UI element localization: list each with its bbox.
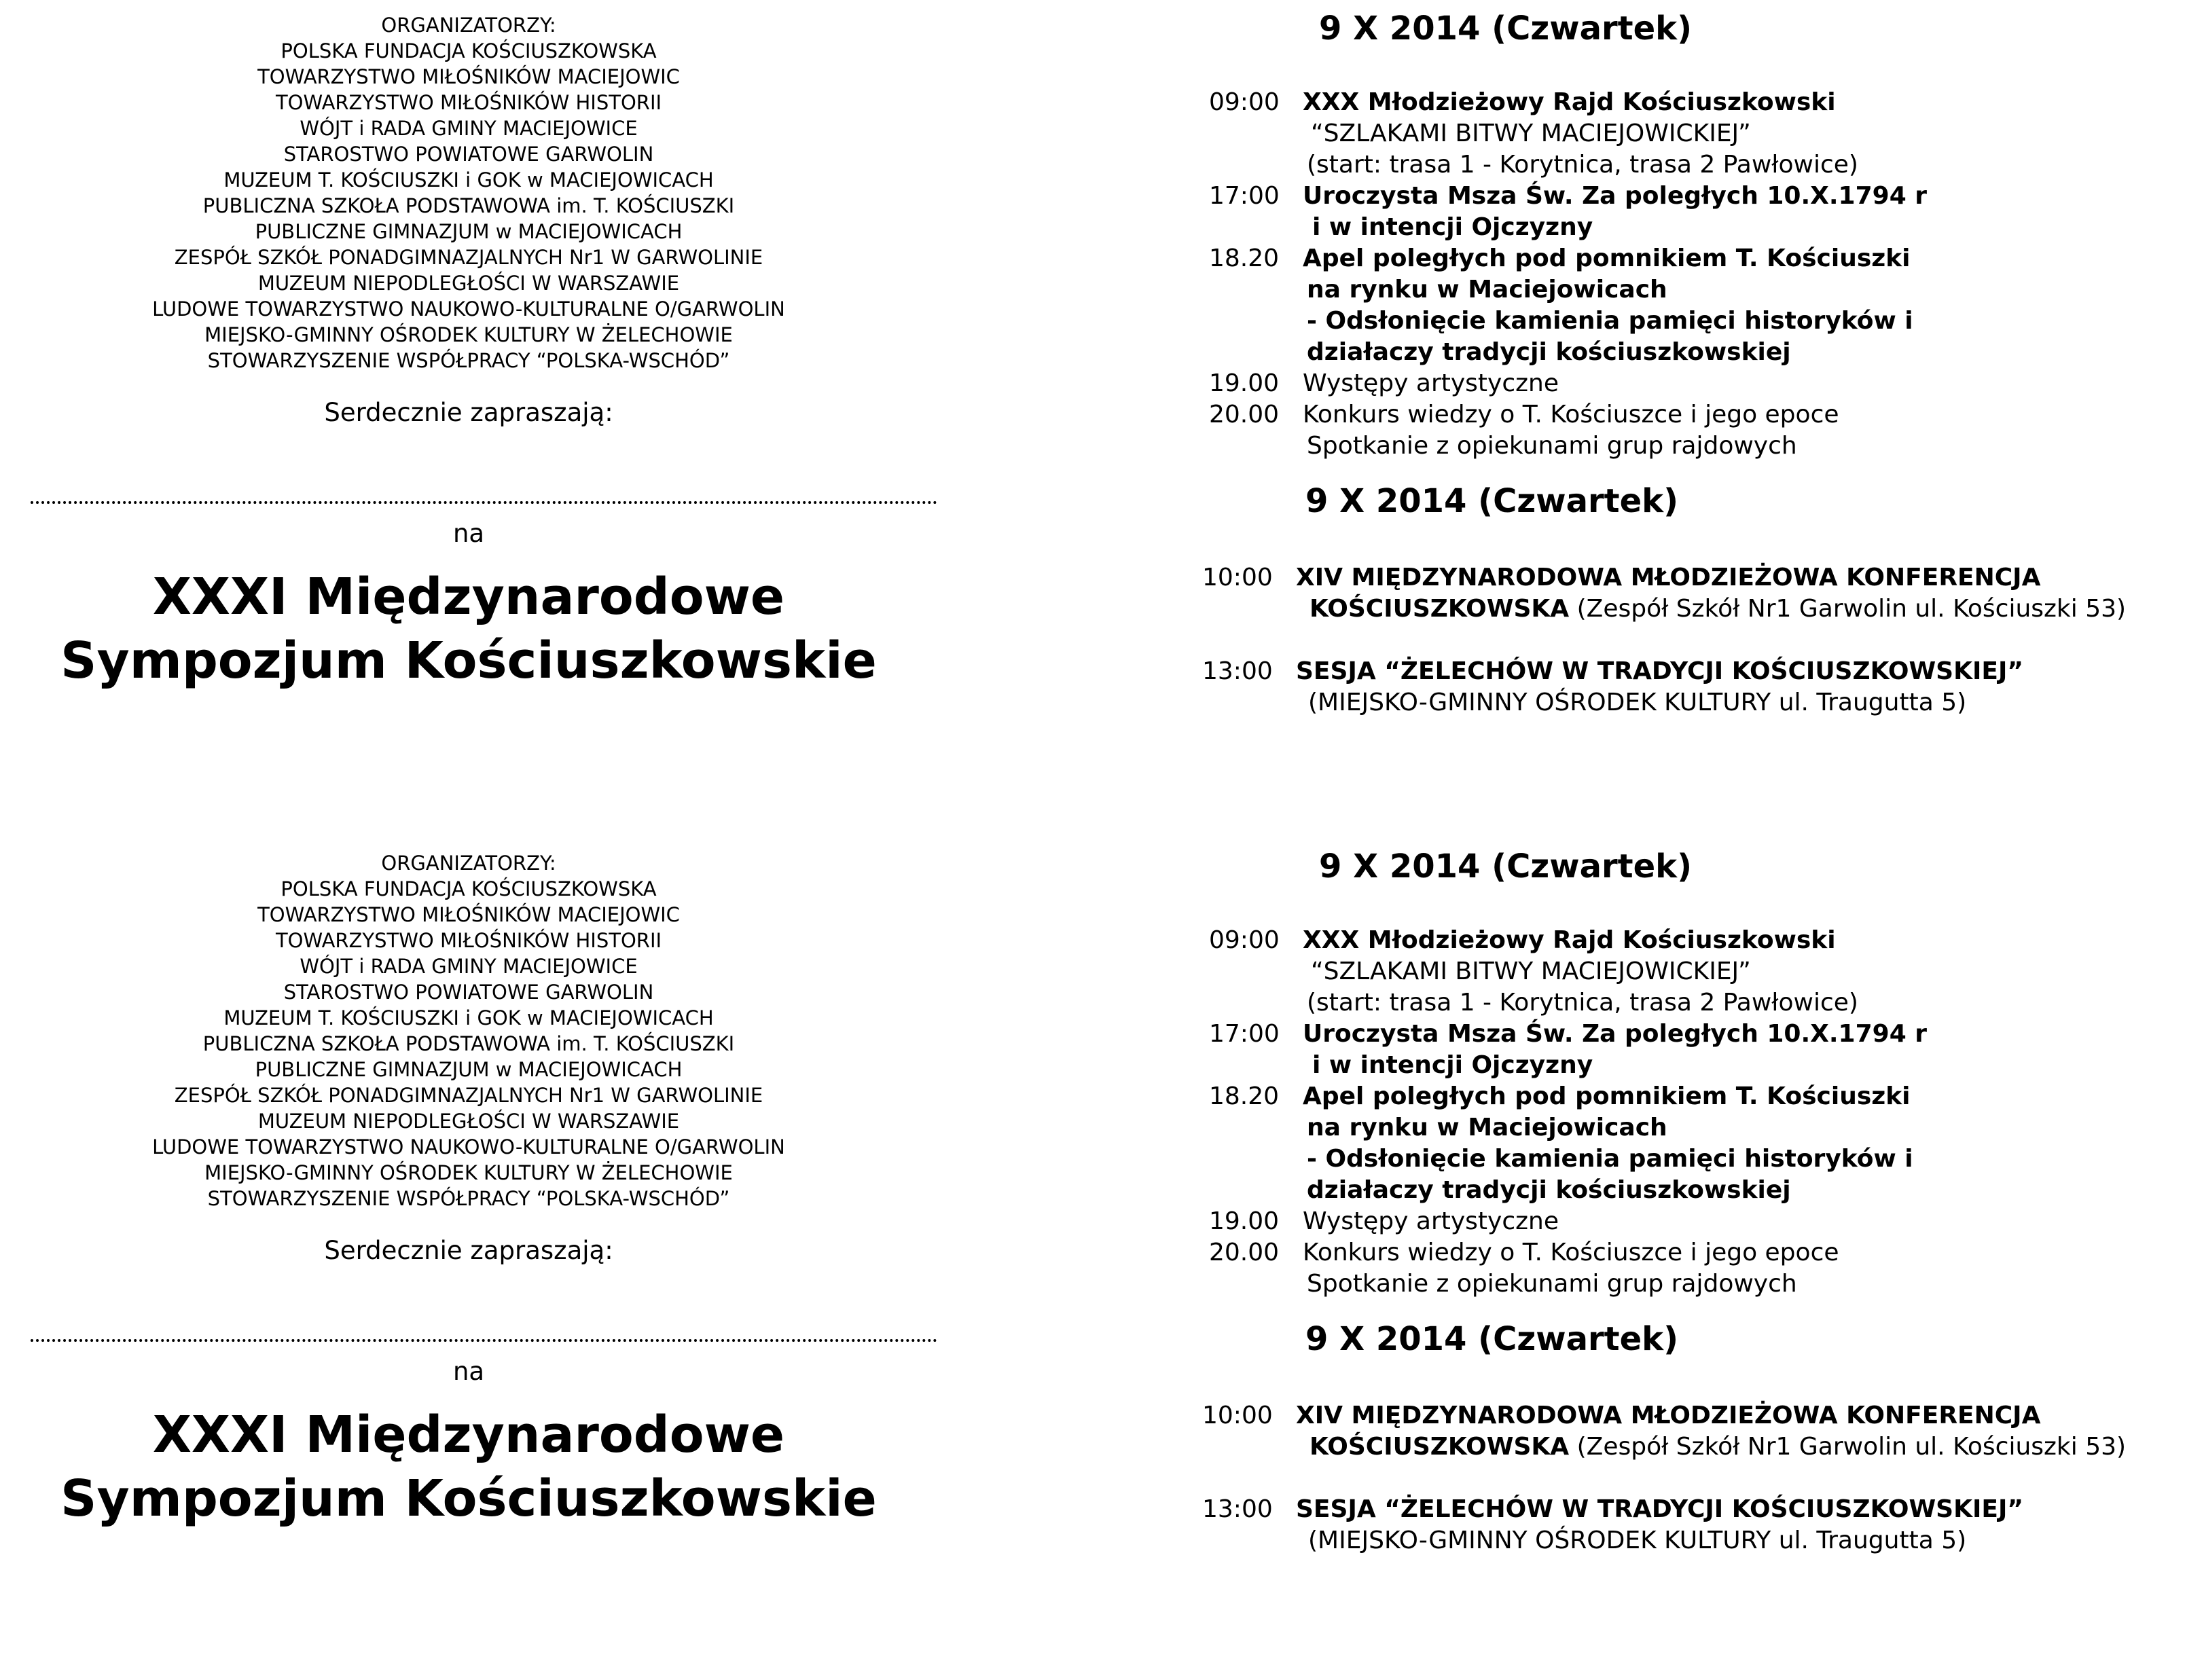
organizer-item: ZESPÓŁ SZKÓŁ PONADGIMNAZJALNYCH Nr1 W GARWOLINIE xyxy=(174,246,763,269)
organizer-item: POLSKA FUNDACJA KOŚCIUSZKOWSKA xyxy=(281,39,657,62)
organizers-heading: ORGANIZATORZY: xyxy=(381,852,556,875)
organizer-item: WÓJT i RADA GMINY MACIEJOWICE xyxy=(300,117,638,140)
organizer-item: LUDOWE TOWARZYSTWO NAUKOWO-KULTURALNE O/GARWOLIN xyxy=(152,297,785,321)
event-title-text: Konkurs wiedzy o T. Kościuszce i jego epoce xyxy=(1303,401,1839,428)
event-title-text: Konkurs wiedzy o T. Kościuszce i jego epoce xyxy=(1303,1239,1839,1266)
organizer-item: POLSKA FUNDACJA KOŚCIUSZKOWSKA xyxy=(281,877,657,900)
event-title-cont: i w intencji Ojczyzny xyxy=(1312,213,1593,241)
organizer-item: LUDOWE TOWARZYSTWO NAUKOWO-KULTURALNE O/GARWOLIN xyxy=(152,1135,785,1158)
dotted-fill-line xyxy=(31,501,937,504)
organizer-item: STOWARZYSZENIE WSPÓŁPRACY “POLSKA-WSCHÓD” xyxy=(207,1187,730,1210)
event-title-text: Apel poległych pod pomnikiem T. Kościuszki xyxy=(1303,1082,1911,1110)
event-time: 19.00 xyxy=(1209,369,1280,397)
organizer-item: STAROSTWO POWIATOWE GARWOLIN xyxy=(283,981,654,1004)
program-row xyxy=(1202,1400,2040,1431)
program-row xyxy=(1209,925,1836,956)
event-title-cont: działaczy tradycji kościuszkowskiej xyxy=(1307,1176,1791,1204)
program-row xyxy=(1209,1019,1927,1050)
organizer-item: TOWARZYSTWO MIŁOŚNIKÓW HISTORII xyxy=(275,929,662,952)
event-time: 18.20 xyxy=(1209,244,1280,272)
organizer-item: MUZEUM T. KOŚCIUSZKI i GOK w MACIEJOWICACH xyxy=(223,1006,714,1029)
organizer-item: TOWARZYSTWO MIŁOŚNIKÓW MACIEJOWIC xyxy=(257,65,680,88)
event-title-text: Uroczysta Msza Św. Za poległych 10.X.1794 r xyxy=(1303,182,1928,210)
event-time: 20.00 xyxy=(1209,401,1280,428)
event-title-line2: Sympozjum Kościuszkowskie xyxy=(60,1469,877,1528)
event-title-text: SESJA “ŻELECHÓW W TRADYCJI KOŚCIUSZKOWSKIEJ” xyxy=(1296,1495,2024,1523)
organizer-item: WÓJT i RADA GMINY MACIEJOWICE xyxy=(300,955,638,978)
program-row xyxy=(1202,562,2040,594)
program-row xyxy=(1209,243,1911,274)
organizer-item: PUBLICZNA SZKOŁA PODSTAWOWA im. T. KOŚCIUSZKI xyxy=(202,194,735,217)
program-row xyxy=(1209,368,1559,399)
program-row xyxy=(1202,1494,2023,1525)
event-subtitle: “SZLAKAMI BITWY MACIEJOWICKIEJ” xyxy=(1311,120,1751,147)
event-title xyxy=(27,1403,910,1531)
event-time: 09:00 xyxy=(1209,926,1280,954)
event-title-line2: Sympozjum Kościuszkowskie xyxy=(60,632,877,690)
event-time: 09:00 xyxy=(1209,88,1280,116)
organizer-item: MUZEUM T. KOŚCIUSZKI i GOK w MACIEJOWICACH xyxy=(223,168,714,191)
event-title-cont xyxy=(1309,1431,2126,1463)
event-time: 20.00 xyxy=(1209,1239,1280,1266)
event-title-text: SESJA “ŻELECHÓW W TRADYCJI KOŚCIUSZKOWSKIEJ” xyxy=(1296,657,2024,685)
na-text: na xyxy=(452,519,485,548)
organizer-item: TOWARZYSTWO MIŁOŚNIKÓW MACIEJOWIC xyxy=(257,903,680,926)
event-time: 13:00 xyxy=(1202,1495,1273,1523)
event-title-cont: - Odsłonięcie kamienia pamięci historyków i xyxy=(1307,1145,1913,1173)
event-title-line1: XXXI Międzynarodowe xyxy=(152,568,785,626)
organizer-item: PUBLICZNA SZKOŁA PODSTAWOWA im. T. KOŚCIUSZKI xyxy=(202,1032,735,1055)
na-text: na xyxy=(452,1357,485,1386)
event-note: Spotkanie z opiekunami grup rajdowych xyxy=(1307,432,1797,460)
event-title-text: Występy artystyczne xyxy=(1303,1207,1559,1235)
organizer-item: MUZEUM NIEPODLEGŁOŚCI W WARSZAWIE xyxy=(257,272,680,295)
invite-text: Serdecznie zapraszają: xyxy=(324,1236,613,1265)
event-title-text: XIV MIĘDZYNARODOWA MŁODZIEŻOWA KONFERENCJA xyxy=(1296,1402,2041,1429)
event-title-cont: - Odsłonięcie kamienia pamięci historyków i xyxy=(1307,307,1913,335)
event-title-text: XIV MIĘDZYNARODOWA MŁODZIEŻOWA KONFERENCJA xyxy=(1296,564,2041,591)
flyer-copy-bottom xyxy=(0,838,2204,1680)
event-title-cont xyxy=(1309,594,2126,625)
organizer-item: TOWARZYSTWO MIŁOŚNIKÓW HISTORII xyxy=(275,91,662,114)
event-note: (start: trasa 1 - Korytnica, trasa 2 Pawłowice) xyxy=(1307,989,1858,1017)
day-heading: 9 X 2014 (Czwartek) xyxy=(1319,10,1692,48)
event-title-cont: na rynku w Maciejowicach xyxy=(1307,276,1667,304)
event-time: 18.20 xyxy=(1209,1082,1280,1110)
event-time: 13:00 xyxy=(1202,657,1273,685)
organizers-list xyxy=(27,12,910,373)
event-location: (Zespół Szkół Nr1 Garwolin ul. Kościuszki 53) xyxy=(1569,1433,2127,1461)
event-title-text: Uroczysta Msza Św. Za poległych 10.X.1794 r xyxy=(1303,1020,1928,1048)
invite-text: Serdecznie zapraszają: xyxy=(324,398,613,427)
event-note: (start: trasa 1 - Korytnica, trasa 2 Pawłowice) xyxy=(1307,151,1858,179)
program-row xyxy=(1209,1081,1911,1112)
event-title-cont: na rynku w Maciejowicach xyxy=(1307,1114,1667,1142)
event-location: (MIEJSKO-GMINNY OŚRODEK KULTURY ul. Traugutta 5) xyxy=(1308,689,1967,716)
event-time: 10:00 xyxy=(1202,1402,1273,1429)
day-heading: 9 X 2014 (Czwartek) xyxy=(1305,1320,1678,1358)
program-row xyxy=(1209,1206,1559,1237)
organizer-item: PUBLICZNE GIMNAZJUM w MACIEJOWICACH xyxy=(255,220,683,243)
day-heading: 9 X 2014 (Czwartek) xyxy=(1319,847,1692,885)
organizer-item: MUZEUM NIEPODLEGŁOŚCI W WARSZAWIE xyxy=(257,1110,680,1133)
organizer-item: PUBLICZNE GIMNAZJUM w MACIEJOWICACH xyxy=(255,1058,683,1081)
event-time: 19.00 xyxy=(1209,1207,1280,1235)
organizer-item: MIEJSKO-GMINNY OŚRODEK KULTURY W ŻELECHOWIE xyxy=(204,1161,733,1184)
program-row xyxy=(1209,87,1836,118)
event-location: (MIEJSKO-GMINNY OŚRODEK KULTURY ul. Traugutta 5) xyxy=(1308,1527,1967,1554)
event-note: Spotkanie z opiekunami grup rajdowych xyxy=(1307,1270,1797,1298)
program-row xyxy=(1209,181,1927,212)
event-title-text: Apel poległych pod pomnikiem T. Kościuszki xyxy=(1303,244,1911,272)
event-title-text: XXX Młodzieżowy Rajd Kościuszkowski xyxy=(1303,88,1836,116)
organizers-list xyxy=(27,850,910,1211)
event-subtitle: “SZLAKAMI BITWY MACIEJOWICKIEJ” xyxy=(1311,957,1751,985)
organizer-item: STOWARZYSZENIE WSPÓŁPRACY “POLSKA-WSCHÓD” xyxy=(207,349,730,372)
event-title-cont: działaczy tradycji kościuszkowskiej xyxy=(1307,338,1791,366)
day-heading: 9 X 2014 (Czwartek) xyxy=(1305,482,1678,520)
program-row xyxy=(1202,656,2023,687)
organizers-heading: ORGANIZATORZY: xyxy=(381,14,556,37)
event-title-cont: i w intencji Ojczyzny xyxy=(1312,1051,1593,1079)
event-title-bold-part: KOŚCIUSZKOWSKA xyxy=(1309,1433,1570,1461)
event-title-text: XXX Młodzieżowy Rajd Kościuszkowski xyxy=(1303,926,1836,954)
event-time: 17:00 xyxy=(1209,1020,1280,1048)
event-title-bold-part: KOŚCIUSZKOWSKA xyxy=(1309,595,1570,623)
organizer-item: MIEJSKO-GMINNY OŚRODEK KULTURY W ŻELECHOWIE xyxy=(204,323,733,346)
event-time: 17:00 xyxy=(1209,182,1280,210)
dotted-fill-line xyxy=(31,1339,937,1342)
organizer-item: ZESPÓŁ SZKÓŁ PONADGIMNAZJALNYCH Nr1 W GARWOLINIE xyxy=(174,1084,763,1107)
program-row xyxy=(1209,1237,1839,1268)
organizer-item: STAROSTWO POWIATOWE GARWOLIN xyxy=(283,143,654,166)
event-title-text: Występy artystyczne xyxy=(1303,369,1559,397)
event-title-line1: XXXI Międzynarodowe xyxy=(152,1406,785,1464)
event-location: (Zespół Szkół Nr1 Garwolin ul. Kościuszki 53) xyxy=(1569,595,2127,623)
event-time: 10:00 xyxy=(1202,564,1273,591)
program-row xyxy=(1209,399,1839,431)
event-title xyxy=(27,565,910,693)
